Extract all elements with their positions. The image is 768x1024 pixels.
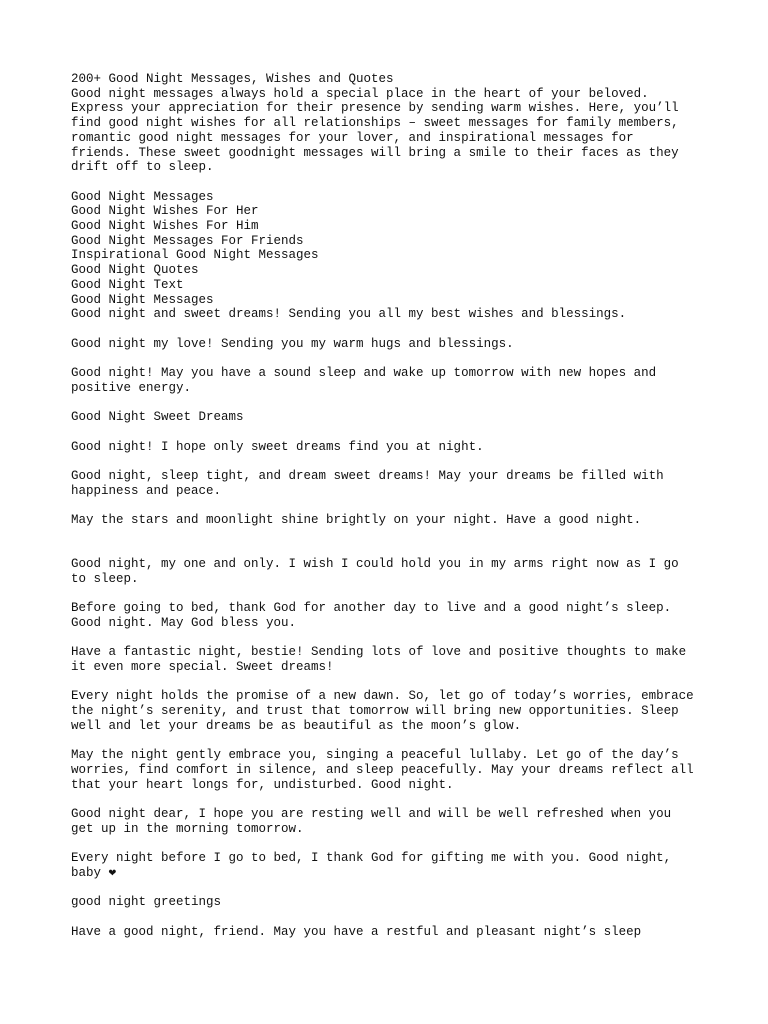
message-line: Good night! I hope only sweet dreams find you at night. <box>71 439 484 454</box>
toc-item: Good Night Quotes <box>71 263 199 278</box>
spacer <box>71 498 711 513</box>
message-line: positive energy. <box>71 380 192 395</box>
spacer <box>71 425 711 440</box>
spacer <box>71 792 711 807</box>
message-line: Good night dear, I hope you are resting well and will be well refreshed when you <box>71 806 672 821</box>
document-title: 200+ Good Night Messages, Wishes and Quotes <box>71 72 394 86</box>
spacer <box>71 528 711 557</box>
toc-item: Good Night Messages <box>71 292 214 307</box>
spacer <box>71 910 711 925</box>
toc-item: Good Night Wishes For Him <box>71 219 259 234</box>
message-5 <box>71 469 711 498</box>
section-heading-sweet-dreams: Good Night Sweet Dreams <box>71 410 244 425</box>
section-heading-greetings: good night greetings <box>71 895 222 910</box>
message-line: Before going to bed, thank God for another day to live and a good night’s sleep. <box>71 601 672 616</box>
message-7 <box>71 557 711 586</box>
intro-paragraph <box>71 87 711 175</box>
message-line: get up in the morning tomorrow. <box>71 821 304 836</box>
message-14 <box>71 925 711 940</box>
spacer <box>71 675 711 690</box>
message-line: happiness and peace. <box>71 483 222 498</box>
spacer <box>71 322 711 337</box>
message-11 <box>71 748 711 792</box>
message-line: Good night and sweet dreams! Sending you all my best wishes and blessings. <box>71 307 627 322</box>
message-line: Good night! May you have a sound sleep and wake up tomorrow with new hopes and <box>71 366 657 381</box>
table-of-contents <box>71 190 711 308</box>
intro-line: Good night messages always hold a special place in the heart of your beloved. <box>71 86 649 101</box>
message-line: Every night holds the promise of a new dawn. So, let go of today’s worries, embrace <box>71 689 694 704</box>
message-8 <box>71 601 711 630</box>
toc-item: Good Night Wishes For Her <box>71 204 259 219</box>
spacer <box>71 454 711 469</box>
message-line: Have a good night, friend. May you have a restful and pleasant night’s sleep <box>71 924 642 939</box>
message-3 <box>71 366 711 395</box>
intro-line: Express your appreciation for their presence by sending warm wishes. Here, you’ll <box>71 101 679 116</box>
message-line: Good night, sleep tight, and dream sweet dreams! May your dreams be filled with <box>71 468 664 483</box>
spacer <box>71 175 711 190</box>
message-line: Good night my love! Sending you my warm hugs and blessings. <box>71 336 514 351</box>
message-line: well and let your dreams be as beautiful as the moon’s glow. <box>71 718 522 733</box>
spacer <box>71 395 711 410</box>
message-line-heart: baby ❤ <box>71 865 117 880</box>
message-line: the night’s serenity, and trust that tomorrow will bring new opportunities. Sleep <box>71 704 679 719</box>
message-9 <box>71 645 711 674</box>
spacer <box>71 733 711 748</box>
intro-line: find good night wishes for all relationships – sweet messages for family members, <box>71 116 679 131</box>
message-1 <box>71 307 711 322</box>
message-2 <box>71 337 711 352</box>
message-line: Good night, my one and only. I wish I could hold you in my arms right now as I go <box>71 557 679 572</box>
message-12 <box>71 807 711 836</box>
message-13 <box>71 851 711 880</box>
intro-line: friends. These sweet goodnight messages will bring a smile to their faces as they <box>71 145 679 160</box>
document-page <box>71 72 711 939</box>
toc-item: Inspirational Good Night Messages <box>71 248 319 263</box>
message-line: May the night gently embrace you, singing a peaceful lullaby. Let go of the day’s <box>71 748 679 763</box>
message-line: Good night. May God bless you. <box>71 615 297 630</box>
intro-line: drift off to sleep. <box>71 160 214 175</box>
message-line: to sleep. <box>71 571 139 586</box>
intro-line: romantic good night messages for your lover, and inspirational messages for <box>71 130 634 145</box>
message-10 <box>71 689 711 733</box>
message-line: Every night before I go to bed, I thank God for gifting me with you. Good night, <box>71 851 672 866</box>
message-4 <box>71 440 711 455</box>
toc-item: Good Night Messages <box>71 189 214 204</box>
toc-item: Good Night Messages For Friends <box>71 233 304 248</box>
spacer <box>71 631 711 646</box>
message-line: Have a fantastic night, bestie! Sending lots of love and positive thoughts to make <box>71 645 687 660</box>
message-line: May the stars and moonlight shine brightly on your night. Have a good night. <box>71 512 642 527</box>
spacer <box>71 880 711 895</box>
message-line: worries, find comfort in silence, and sleep peacefully. May your dreams reflect all <box>71 762 694 777</box>
message-6 <box>71 513 711 528</box>
message-line: that your heart longs for, undisturbed. Good night. <box>71 777 454 792</box>
toc-item: Good Night Text <box>71 277 184 292</box>
spacer <box>71 836 711 851</box>
message-line: it even more special. Sweet dreams! <box>71 659 334 674</box>
spacer <box>71 351 711 366</box>
spacer <box>71 586 711 601</box>
